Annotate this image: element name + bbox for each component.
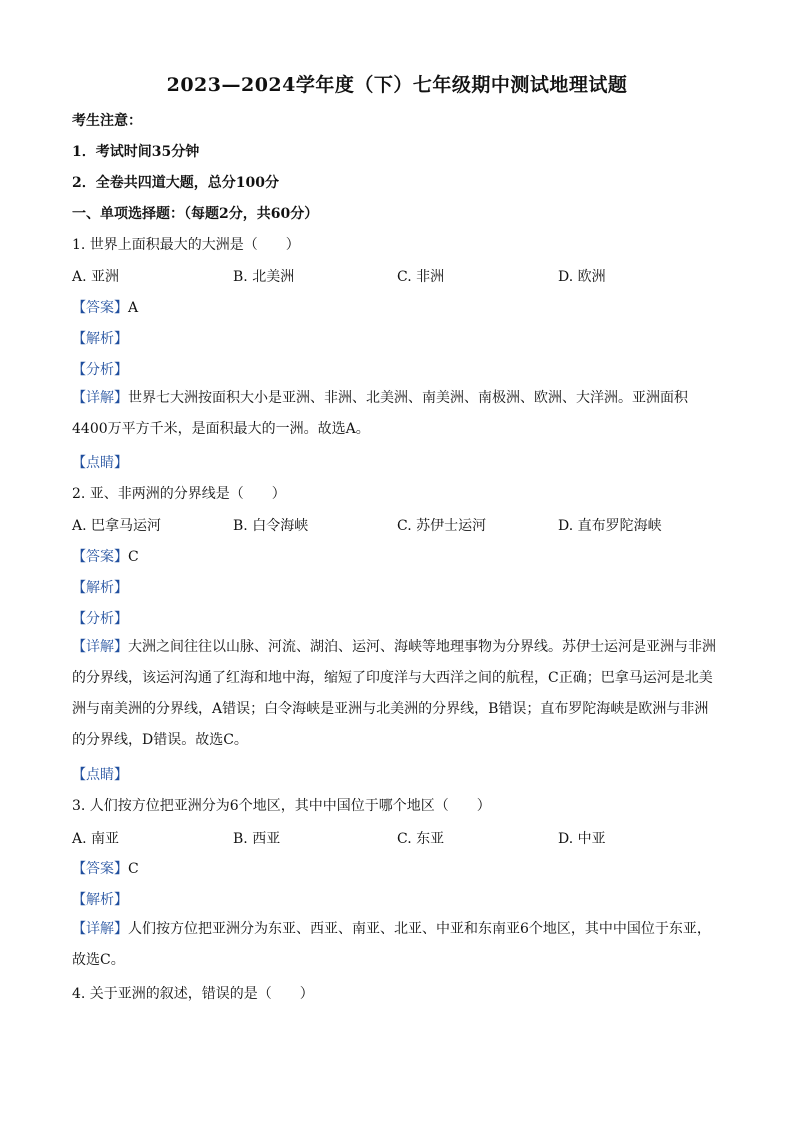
fenxi-tag: 【分析】	[72, 611, 128, 627]
detail-tag: 【详解】	[72, 639, 128, 655]
detail-tag: 【详解】	[72, 921, 128, 937]
question-stem: 3. 人们按方位把亚洲分为6个地区，其中中国位于哪个地区（ ）	[72, 798, 491, 814]
option-c: C. 东亚	[397, 831, 445, 847]
question-stem: 4. 关于亚洲的叙述，错误的是（ ）	[72, 986, 314, 1002]
notice-item: 2．全卷共四道大题，总分100分	[72, 175, 279, 191]
section-heading: 一、单项选择题：（每题2分，共60分）	[72, 206, 319, 222]
detail-text: 世界七大洲按面积大小是亚洲、非洲、北美洲、南美洲、南极洲、欧洲、大洋洲。亚洲面积4400万平方千米，是面积最大的一洲。故选A。	[72, 390, 688, 437]
question-stem: 2. 亚、非两洲的分界线是（ ）	[72, 486, 286, 502]
answer-line	[72, 297, 138, 317]
answer-value: C	[128, 549, 139, 565]
answer-tag: 【答案】	[72, 300, 128, 316]
option-b: B. 北美洲	[233, 269, 295, 285]
option-d: D. 直布罗陀海峡	[558, 518, 662, 534]
option-b: B. 白令海峡	[233, 518, 309, 534]
answer-tag: 【答案】	[72, 549, 128, 565]
notice-heading: 考生注意：	[72, 113, 142, 129]
detail-text: 人们按方位把亚洲分为东亚、西亚、南亚、北亚、中亚和东南亚6个地区，其中中国位于东亚，故选C。	[72, 921, 711, 968]
analysis-tag: 【解析】	[72, 331, 128, 347]
fenxi-tag: 【分析】	[72, 362, 128, 378]
detail-paragraph	[72, 632, 722, 756]
detail-paragraph	[72, 383, 722, 445]
answer-tag: 【答案】	[72, 861, 128, 877]
detail-paragraph	[72, 914, 722, 976]
option-a: A. 亚洲	[72, 269, 120, 285]
answer-value: A	[128, 300, 139, 316]
analysis-tag: 【解析】	[72, 580, 128, 596]
detail-text: 大洲之间往往以山脉、河流、湖泊、运河、海峡等地理事物为分界线。苏伊士运河是亚洲与非洲的分界线，该运河沟通了红海和地中海，缩短了印度洋与大西洋之间的航程，C正确；巴拿马运河是北美洲与南美洲的分界线，A错误；白令海峡是亚洲与北美洲的分界线，B错误；直布罗陀海峡是欧洲与非洲的分界线，D错误。故选C。	[72, 639, 716, 748]
option-c: C. 非洲	[397, 269, 445, 285]
analysis-tag: 【解析】	[72, 892, 128, 908]
answer-line	[72, 546, 139, 566]
detail-tag: 【详解】	[72, 390, 128, 406]
answer-value: C	[128, 861, 139, 877]
option-a: A. 巴拿马运河	[72, 518, 162, 534]
option-a: A. 南亚	[72, 831, 120, 847]
notice-item: 1．考试时间35分钟	[72, 144, 200, 160]
dianjing-tag: 【点睛】	[72, 767, 128, 783]
question-stem: 1. 世界上面积最大的大洲是（ ）	[72, 237, 300, 253]
answer-line	[72, 858, 139, 878]
option-d: D. 欧洲	[558, 269, 606, 285]
option-c: C. 苏伊士运河	[397, 518, 487, 534]
page-title: 2023—2024学年度（下）七年级期中测试地理试题	[166, 74, 628, 96]
dianjing-tag: 【点睛】	[72, 455, 128, 471]
option-b: B. 西亚	[233, 831, 281, 847]
option-d: D. 中亚	[558, 831, 606, 847]
